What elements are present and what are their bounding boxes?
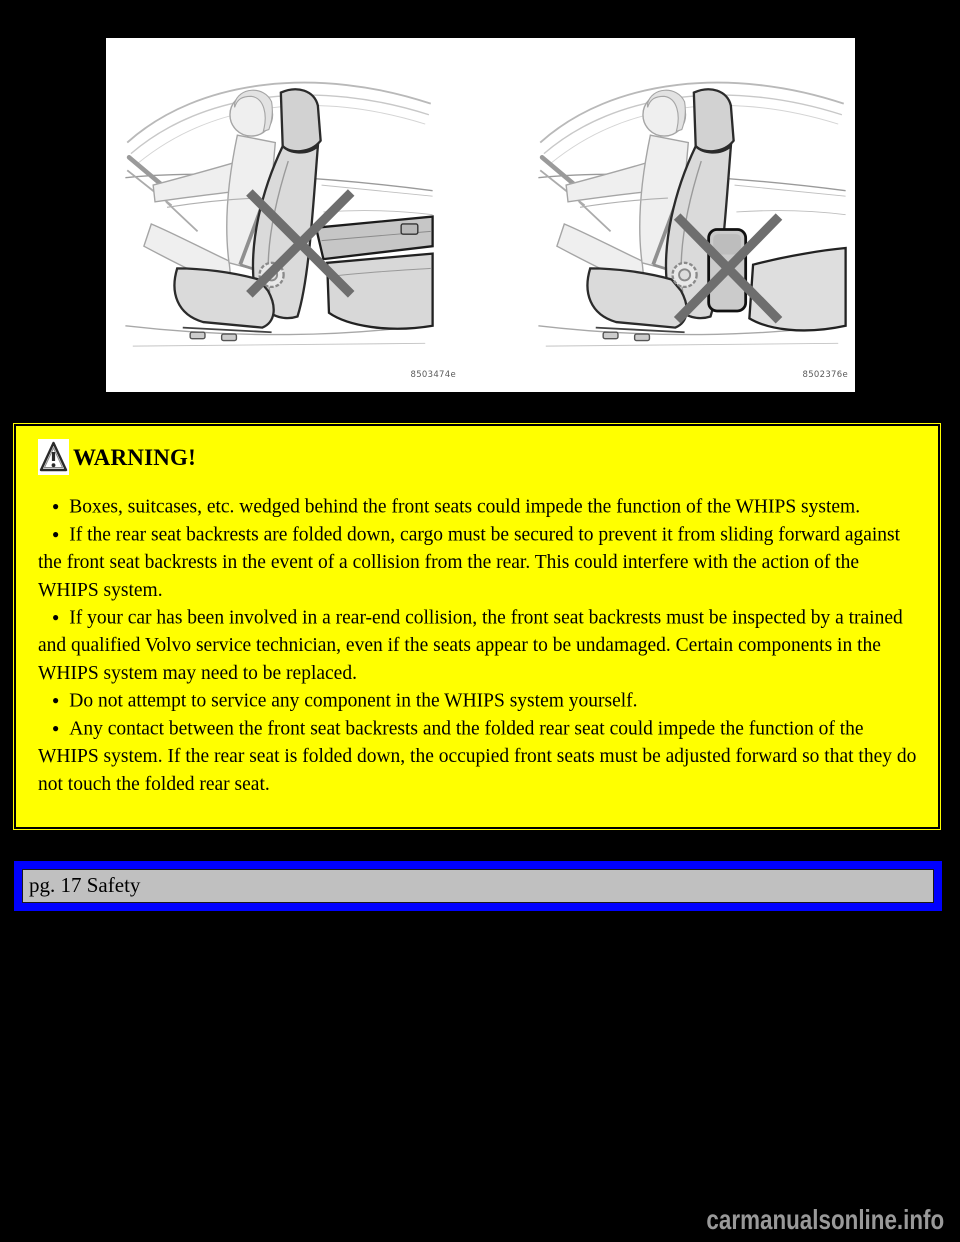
warning-bullet-text: Do not attempt to service any component in the WHIPS system yourself. <box>69 690 638 712</box>
warning-bullet <box>38 604 922 687</box>
bullet-icon: ● <box>52 527 60 541</box>
warning-bullet-text: Any contact between the front seat backrests and the folded rear seat could impede the function of the WHIPS system. If the rear seat is folded down, the occupied front seats must be adjusted forward so that they do not touch the folded rear seat. <box>38 718 917 795</box>
bullet-icon: ● <box>52 693 60 707</box>
warning-title: WARNING! <box>73 445 196 470</box>
warning-bullet-text: If the rear seat backrests are folded down, cargo must be secured to prevent it from sliding forward against the front seat backrests in the event of a collision from the rear. This could interfere with the action of the WHIPS system. <box>38 524 901 601</box>
bullet-icon: ● <box>52 499 60 513</box>
page-footer-label: pg. 17 Safety <box>29 873 141 897</box>
car-seat-cargo-box-illustration <box>525 50 859 360</box>
car-seat-folded-rear-illustration <box>112 50 446 360</box>
warning-bullet <box>38 521 922 604</box>
illustration-cargo-box <box>525 50 859 360</box>
warning-box <box>14 424 940 829</box>
bullet-icon: ● <box>52 610 60 624</box>
warning-bullet <box>38 493 922 521</box>
page-footer-bar <box>14 861 942 911</box>
bullet-icon: ● <box>52 721 60 735</box>
warning-triangle-icon <box>38 439 69 475</box>
warning-header <box>38 439 922 475</box>
illustration-folded-rear-seat <box>112 50 446 360</box>
illustration-panel <box>106 38 855 392</box>
warning-bullet-text: Boxes, suitcases, etc. wedged behind the front seats could impede the function of the WHIPS system. <box>69 496 861 518</box>
figure-caption: 8502376e <box>802 370 848 380</box>
warning-bullet <box>38 687 922 715</box>
warning-bullet-text: If your car has been involved in a rear-end collision, the front seat backrests must be inspected by a trained and qualified Volvo service technician, even if the seats appear to be undamaged. Certain components in the WHIPS system may need to be replaced. <box>38 607 903 684</box>
watermark: carmanualsonline.info <box>706 1204 944 1235</box>
figure-caption: 8503474e <box>410 370 456 380</box>
warning-bullet <box>38 715 922 798</box>
